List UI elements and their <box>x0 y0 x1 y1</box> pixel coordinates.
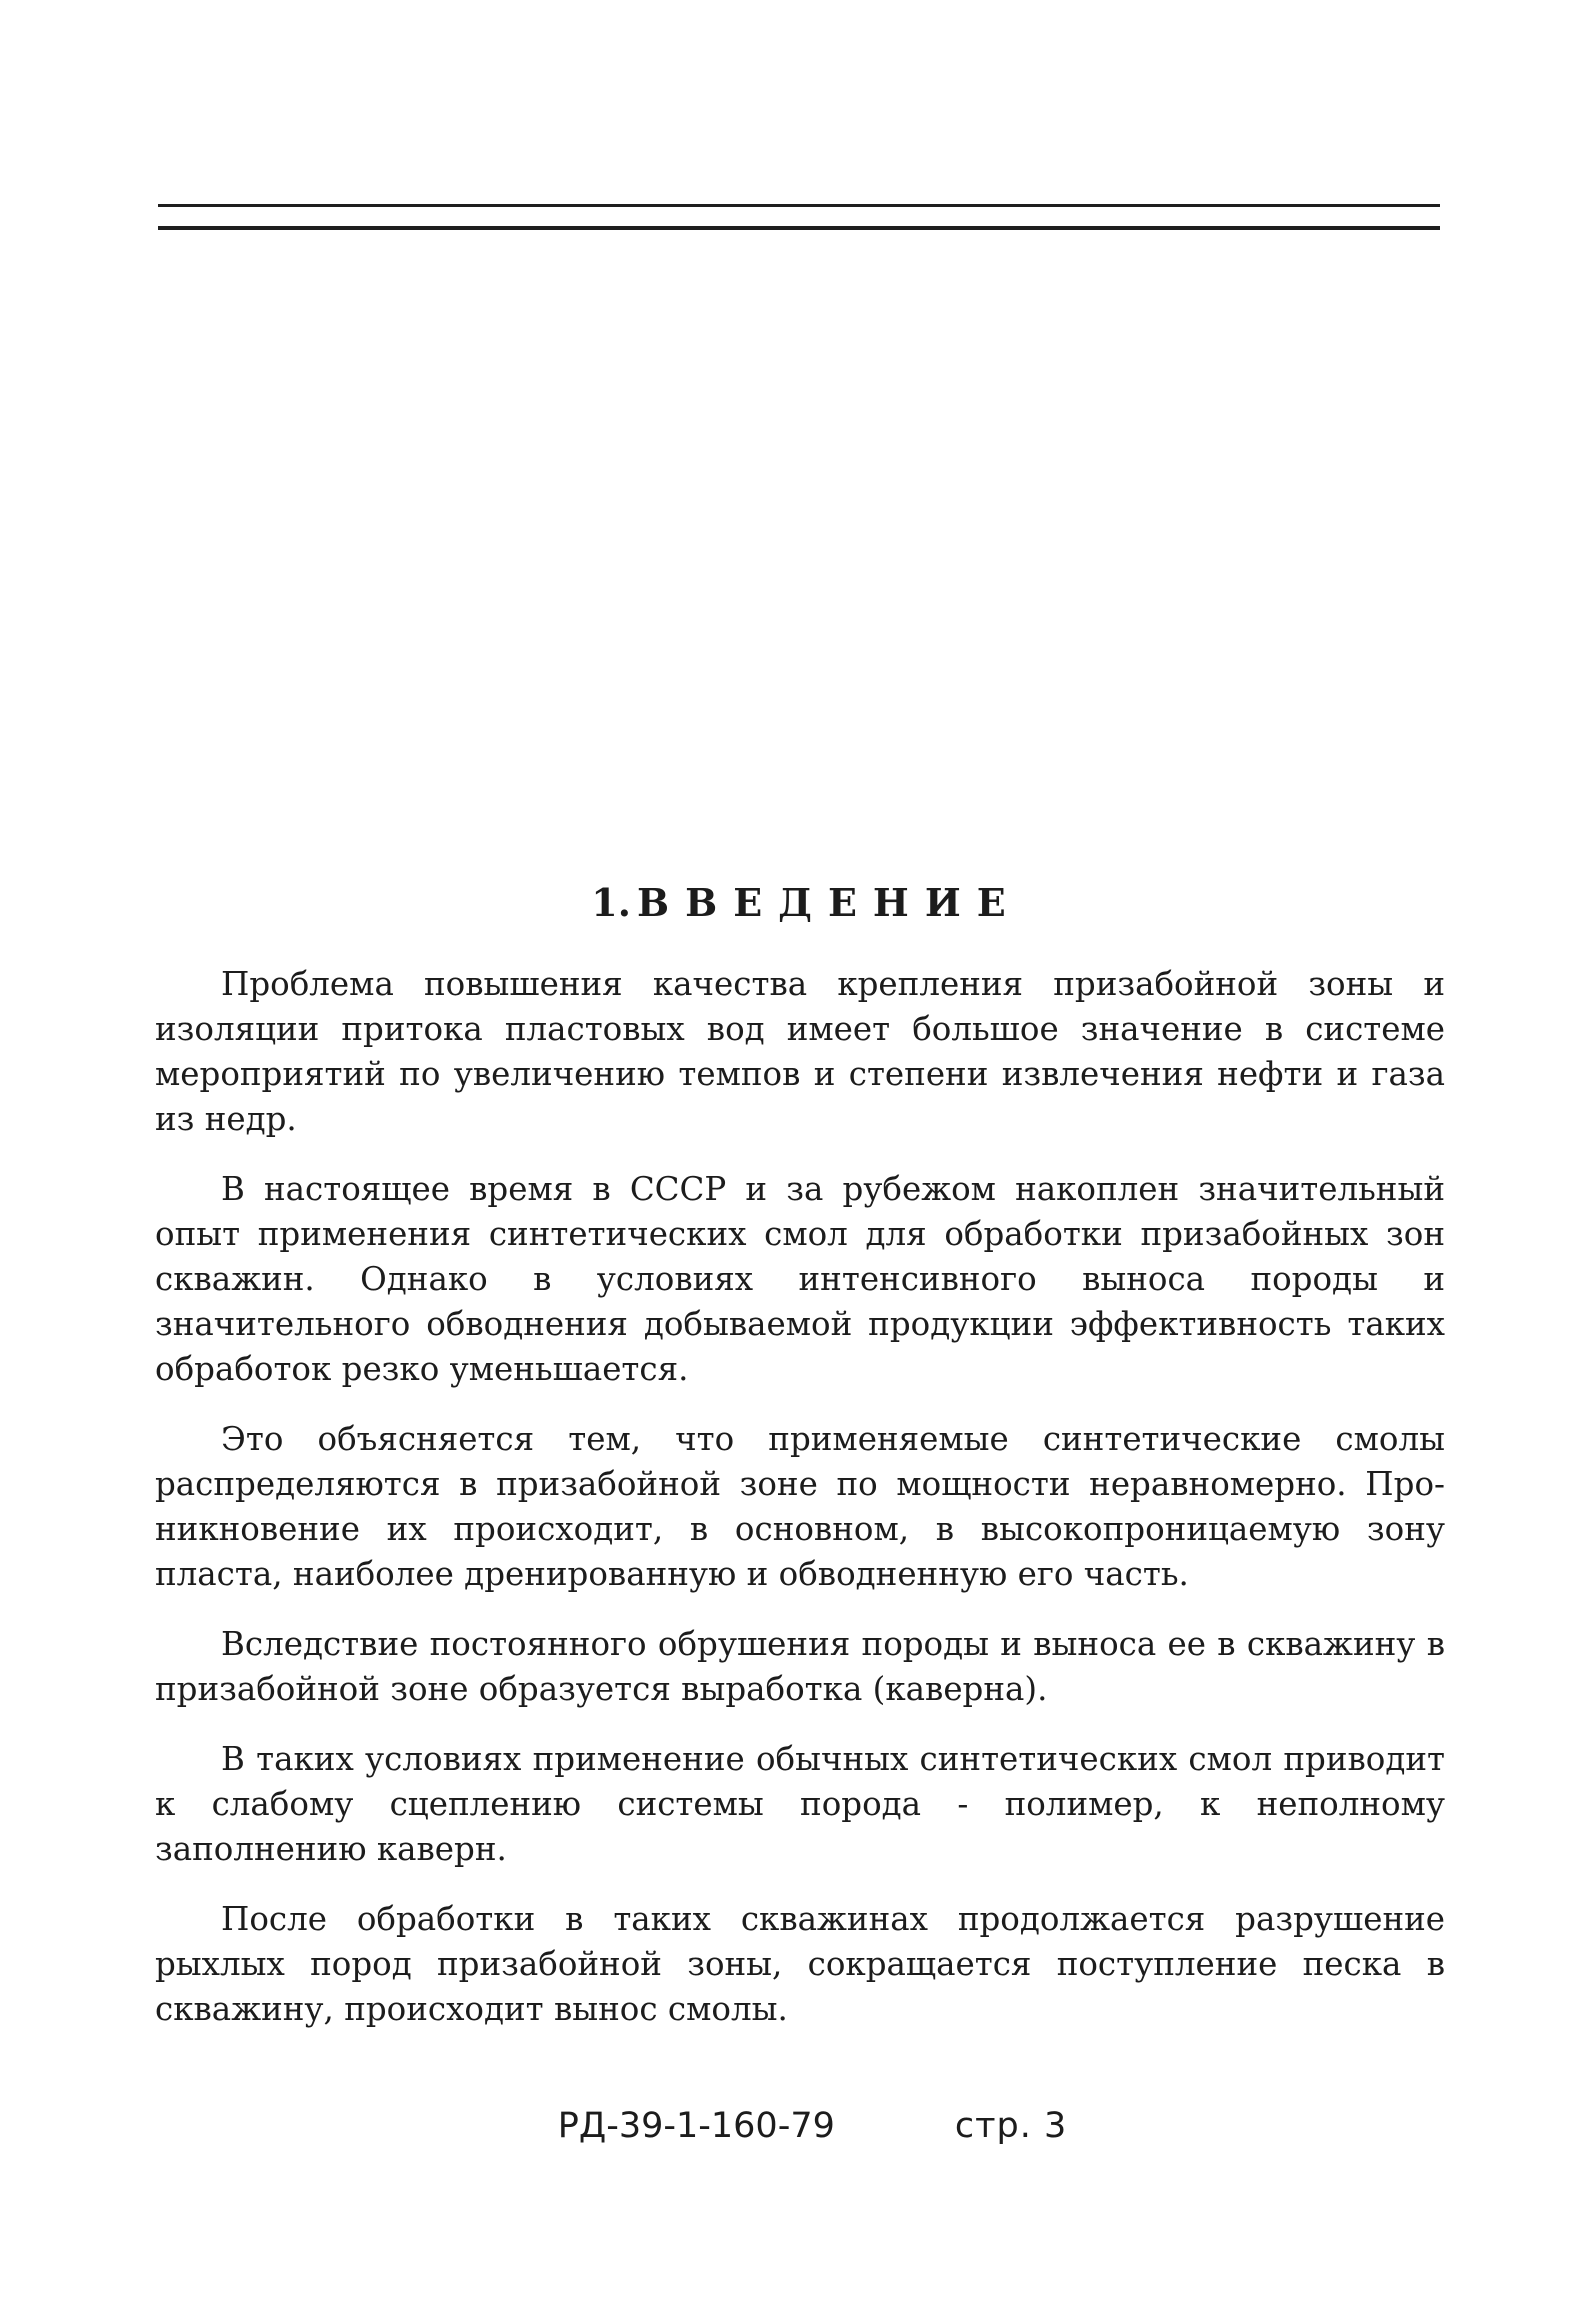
page-footer <box>0 2106 1595 2146</box>
body-text <box>155 962 1445 2057</box>
paragraph-6: После обработки в таких скважинах продолжается разрушение рыхлых пород призабойной зоны, сокращается поступление песка в скважину, происходит вынос смолы. <box>155 1900 1445 2028</box>
paragraph-4: Вследствие постоянного обрушения породы и выноса ее в скважину в призабойной зоне образуется выработка (каверна). <box>155 1625 1445 1708</box>
paragraph-2: В настоящее время в СССР и за рубежом накоплен значительный опыт применения синтетических смол для обработки призабойных зон скважин. Однако в условиях интенсивного выноса породы и значительного обводнения добываемой продукции эффективность таких обработок резко уменьшается. <box>155 1170 1445 1388</box>
paragraph-5: В таких условиях применение обычных синтетических смол приводит к слабому сцеплению системы порода - полимер, к неполному заполнению каверн. <box>155 1740 1445 1868</box>
header-rule-bottom <box>158 226 1440 230</box>
header-rule-top <box>158 204 1440 207</box>
section-number: 1. <box>591 880 631 925</box>
section-title: ВВЕДЕНИЕ <box>636 880 1022 925</box>
paragraph-3: Это объясняется тем, что применяемые синтетические смолы распределяются в призабойной зоне по мощности неравномерно. Проникновение их происходит, в основном, в высокопроницаемую зону пласта, наиболее дренированную и обводненную его часть. <box>155 1420 1445 1593</box>
section-heading <box>0 880 1595 925</box>
page-number: стр. 3 <box>954 2106 1068 2146</box>
document-code: РД-39-1-160-79 <box>557 2106 835 2146</box>
paragraph-1: Проблема повышения качества крепления призабойной зоны и изоляции притока пластовых вод имеет большое значение в системе мероприятий по увеличению темпов и степени извлечения нефти и газа из недр. <box>155 965 1445 1138</box>
